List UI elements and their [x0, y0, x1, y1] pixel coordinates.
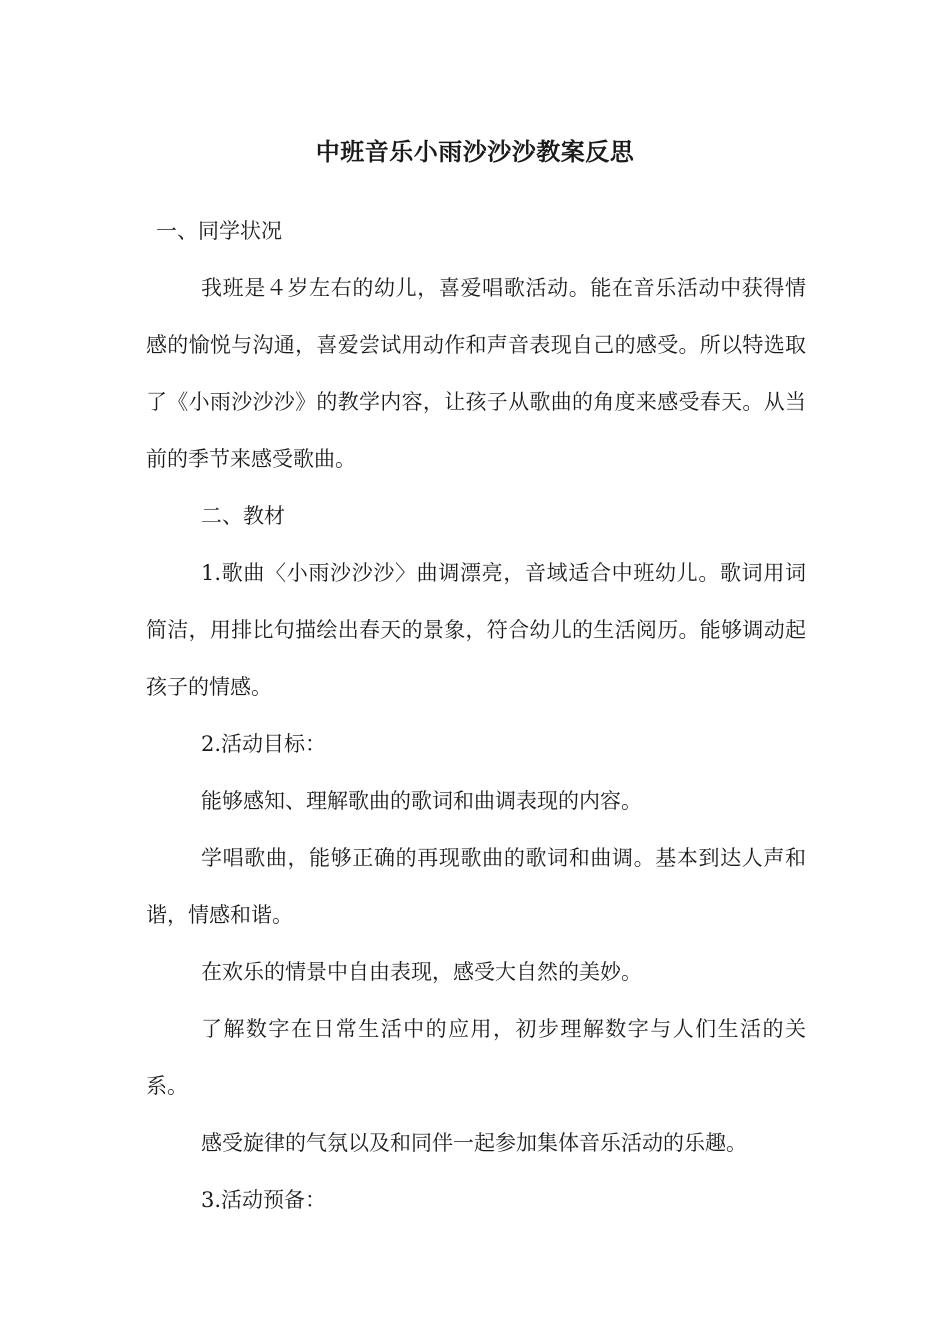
paragraph-goal-3: 在欢乐的情景中自由表现，感受大自然的美妙。 [201, 960, 642, 984]
paragraph-preparation-heading: 3.活动预备： [201, 1188, 327, 1212]
document-title: 中班音乐小雨沙沙沙教案反思 [315, 137, 635, 166]
paragraph-goal-4: 了解数字在日常生活中的应用，初步理解数字与人们生活的关系。 [146, 1017, 806, 1098]
document-body [146, 203, 806, 1229]
section-heading-situation: 一、同学状况 [156, 219, 282, 243]
paragraph-goals-heading: 2.活动目标： [201, 732, 327, 756]
section-heading-materials: 二、教材 [201, 504, 285, 528]
paragraph-song-description: 1.歌曲〈小雨沙沙沙〉曲调漂亮，音域适合中班幼儿。歌词用词简洁，用排比句描绘出春天的景象，符合幼儿的生活阅历。能够调动起孩子的情感。 [146, 561, 806, 699]
paragraph-goal-1: 能够感知、理解歌曲的歌词和曲调表现的内容。 [201, 789, 642, 813]
paragraph-class-situation: 我班是４岁左右的幼儿，喜爱唱歌活动。能在音乐活动中获得情感的愉悦与沟通，喜爱尝试用动作和声音表现自己的感受。所以特选取了《小雨沙沙沙》的教学内容，让孩子从歌曲的角度来感受春天。从当前的季节来感受歌曲。 [146, 276, 806, 471]
paragraph-goal-2: 学唱歌曲，能够正确的再现歌曲的歌词和曲调。基本到达人声和谐，情感和谐。 [146, 846, 806, 927]
paragraph-goal-5: 感受旋律的气氛以及和同伴一起参加集体音乐活动的乐趣。 [201, 1131, 747, 1155]
